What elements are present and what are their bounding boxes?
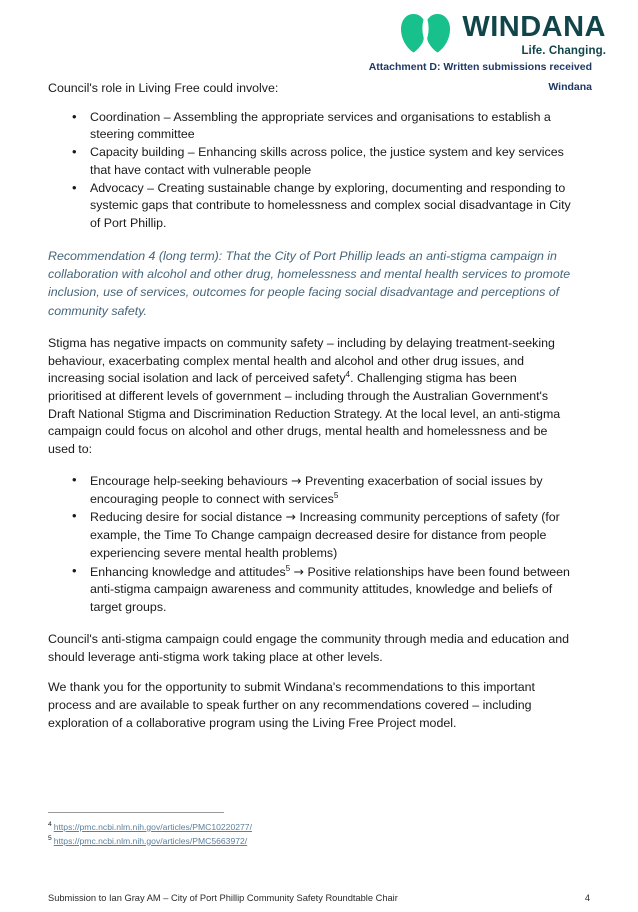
footnote-number: 5 [48, 834, 52, 842]
council-role-list [48, 109, 572, 233]
stigma-text-part1: Stigma has negative impacts on community safety – including by delaying treatment-seeking behaviour, exacerbating complex mental health and alcohol and other drug issues, and increasing social isolation and lack of perceived safety [48, 335, 555, 386]
footnote-link[interactable]: https://pmc.ncbi.nlm.nih.gov/articles/PMC10220277/ [53, 822, 252, 832]
bullet-rest: Increasing community perceptions of safety (for example, the Time To Change campaign decreased desire for distance from people experiencing severe mental health problems) [90, 510, 560, 560]
footnote-separator [48, 812, 224, 813]
footnote-entry [48, 821, 572, 835]
bullet-rest: Preventing exacerbation of social issues by encouraging people to connect with services [90, 473, 543, 506]
document-body [48, 80, 572, 746]
list-item: • Coordination – Assembling the appropriate services and organisations to establish a steering committee [48, 109, 572, 144]
recommendation-paragraph: Recommendation 4 (long term): That the City of Port Phillip leads an anti-stigma campaign in collaboration with alcohol and other drug, homelessness and mental health services to promote inclusion, use of services, outcomes for people facing social disadvantage and perceptions of community safety. [48, 248, 571, 318]
arrow-icon: → [291, 472, 302, 488]
bullet-lead: Enhancing knowledge and attitudes [90, 564, 286, 579]
page-footer [48, 893, 590, 903]
bullet-end-marker: 5 [333, 490, 339, 500]
arrow-icon: → [293, 563, 305, 579]
windana-logo [399, 12, 606, 58]
stigma-paragraph [48, 335, 572, 459]
list-item [48, 563, 572, 617]
list-item [48, 508, 572, 562]
footnote-marker-4: 4 [345, 370, 351, 380]
footnote-number: 4 [48, 821, 52, 829]
page-number: 4 [584, 893, 590, 903]
list-item [48, 472, 572, 508]
footnotes-section [48, 812, 572, 849]
bullet-lead: Encourage help-seeking behaviours [90, 473, 288, 488]
arrow-icon: → [285, 509, 297, 525]
bullet-lead: Reducing desire for social distance [90, 510, 283, 525]
bullet-lead-marker: 5 [285, 563, 291, 573]
list-item: • Advocacy – Creating sustainable change by exploring, documenting and responding to systemic gaps that contribute to homelessness and complex social disadvantage in City of Port Phillip. [48, 180, 572, 233]
anti-stigma-campaign-list [48, 472, 572, 617]
list-item: • Capacity building – Enhancing skills across police, the justice system and key services that have contact with vulnerable people [48, 144, 572, 179]
organisation-label: Windana [548, 81, 592, 93]
bullet-rest: Positive relationships have been found between anti-stigma campaign awareness and community attitudes, knowledge and beliefs of target groups. [90, 564, 570, 615]
footnote-link[interactable]: https://pmc.ncbi.nlm.nih.gov/articles/PMC5663972/ [53, 835, 248, 846]
logo-name: WINDANA [462, 11, 606, 43]
windana-heart-logo-icon [399, 12, 453, 54]
logo-tagline: Life. Changing. [521, 45, 606, 57]
intro-paragraph: Council's role in Living Free could involve: [48, 81, 279, 95]
footnote-entry [48, 835, 572, 849]
attachment-label: Attachment D: Written submissions received [368, 61, 592, 73]
windana-wordmark [462, 12, 606, 58]
footer-text: Submission to Ian Gray AM – City of Port Phillip Community Safety Roundtable Chair [48, 893, 398, 903]
campaign-paragraph: Council's anti-stigma campaign could engage the community through media and education and should leverage anti-stigma work taking place at other levels. [48, 631, 570, 664]
closing-paragraph: We thank you for the opportunity to submit Windana's recommendations to this important process and are available to speak further on any recommendations covered – including exploration of a collaborative program using the Living Free Project model. [48, 680, 535, 730]
stigma-text-part2: . Challenging stigma has been prioritised at different levels of government – including through the Australian Government's Draft National Stigma and Discrimination Reduction Strategy. At the local level, an anti-stigma campaign could focus on alcohol and other drugs, mental health and homelessness and be used to: [48, 371, 561, 457]
